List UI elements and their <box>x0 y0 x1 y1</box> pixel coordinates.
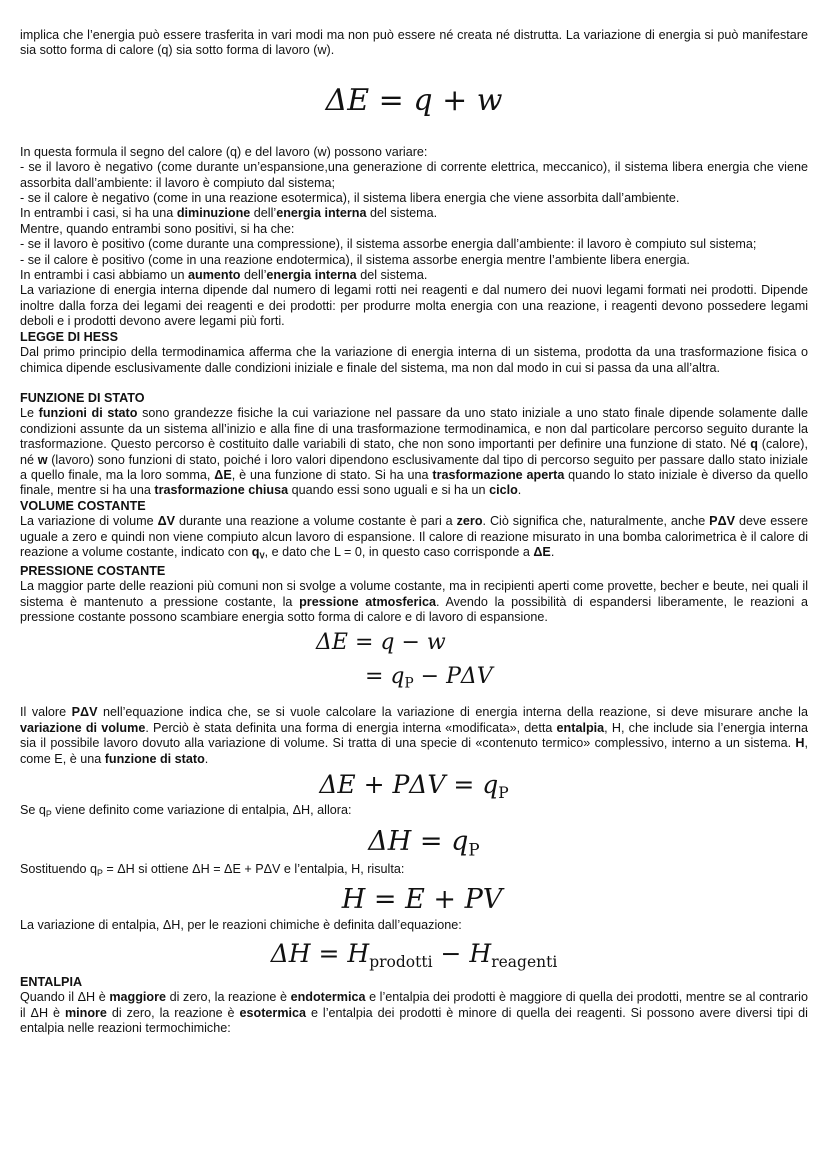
paragraph-substitution: Sostituendo $q_P = \Delta H$ si ottiene ΔH = ΔE + PΔV e l’entalpia, H, risulta: <box>20 862 405 879</box>
heading-constant-volume: VOLUME COSTANTE <box>20 498 146 513</box>
paragraph-heat-negative: - se il calore è negativo (come in una reazione esotermica), il sistema libera energia che viene assorbita dall’ambiente. <box>20 191 680 206</box>
paragraph-increase: In entrambi i casi abbiamo un aumento dell’energia interna del sistema. <box>20 268 428 283</box>
paragraph-intro: implica che l’energia può essere trasferita in vari modi ma non può essere né creata né distrutta. La variazione di energia si può manifestare sia sotto forma di calore (q) sia sotto forma di lavoro (w). <box>20 28 808 58</box>
heading-state-function: FUNZIONE DI STATO <box>20 390 145 405</box>
equation-first-law: ΔE = q + w <box>325 82 503 118</box>
paragraph-state-function: Le funzioni di stato sono grandezze fisiche la cui variazione nel passare da uno stato iniziale a uno stato finale dipende solamente dalle condizioni assunte da un sistema all’inizio e alla fine di una trasformazione termodinamica, e non dal particolare percorso seguito durante la trasformazione. Questo percorso è costituito dalle variabili di stato, che non sono importanti per definire una funzione di stato. Né q (calore), né w (lavoro) sono funzioni di stato, poiché i loro valori dipendono esclusivamente dal tipo di percorso seguito per passare dallo stato iniziale a quello finale, ma la loro somma, ΔE, è una funzione di stato. Si ha una trasformazione aperta quando lo stato iniziale è diverso da quello finale, mentre si ha una trasformazione chiusa quando essi sono uguali e si ha un ciclo. <box>20 406 809 498</box>
equation-dh-qp: $\Delta H = q_P$ <box>368 826 480 860</box>
equation-constant-pressure <box>20 629 808 693</box>
paragraph-decrease: In entrambi i casi, si ha una diminuzione dell’energia interna del sistema. <box>20 206 438 221</box>
paragraph-enthalpy-definition: Il valore PΔV nell’equazione indica che, se si vuole calcolare la variazione di energia interna della reazione, si deve misurare anche la variazione di volume. Perciò è stata definita una forma di energia interna «modificata», detta entalpia, H, che include sia l’energia interna sia il possibile lavoro dovuto alla variazione di volume. Si tratta di una specie di «contenuto termico» complessivo, interno a un sistema. H, come E, è una funzione di stato. <box>20 705 808 766</box>
paragraph-bonds: La variazione di energia interna dipende dal numero di legami rotti nei reagenti e dal numero dei nuovi legami formati nei prodotti. Dipende inoltre dalla forza dei legami dei reagenti e dei prodotti: per produrre molta energia con una reazione, i reagenti devono possedere legami deboli e i prodotti devono avere legami più forti. <box>20 283 808 329</box>
section-signs <box>20 145 808 330</box>
document-page <box>20 28 808 1037</box>
paragraph-constant-volume: La variazione di volume ΔV durante una reazione a volume costante è pari a zero. Ciò significa che, naturalmente, anche PΔV deve essere uguale a zero e quindi non viene compiuto alcun lavoro di espansione. Il calore di reazione misurato in una bomba calorimetrica è il calore di reazione a volume costante, indicato con $q_V$, e dato che L = 0, in questo caso corrisponde a ΔE. <box>20 514 809 561</box>
paragraph-hess: Dal primo principio della termodinamica afferma che la variazione di energia interna di un sistema, prodotta da una trasformazione fisica o chimica dipende esclusivamente dalle condizioni iniziale e finale del sistema, ma non dal modo in cui si passa da una all’altra. <box>20 345 808 375</box>
paragraph-signs-intro: In questa formula il segno del calore (q) e del lavoro (w) possono variare: <box>20 144 428 159</box>
paragraph-positive-intro: Mentre, quando entrambi sono positivi, si ha che: <box>20 221 295 236</box>
equation-dh-products-reactants: $\Delta H = H_{prodotti} - H_{reagenti}$ <box>270 938 558 971</box>
paragraph-enthalpy-variation: La variazione di entalpia, ΔH, per le reazioni chimiche è definita dall’equazione: <box>20 917 462 932</box>
heading-constant-pressure: PRESSIONE COSTANTE <box>20 563 166 578</box>
equation-qp: $\Delta E + P\Delta V = q_P$ <box>319 770 509 803</box>
paragraph-enthalpy: Quando il ΔH è maggiore di zero, la reazione è endotermica e l’entalpia dei prodotti è maggiore di quella dei prodotti, mentre se al contrario il ΔH è minore di zero, la reazione è esotermica e l’entalpia dei prodotti è minore di quella dei reagenti. Si possono avere diversi tipi di entalpia nelle reazioni termochimiche: <box>20 990 808 1036</box>
heading-hess: LEGGE DI HESS <box>20 329 118 344</box>
equation-line-1: ΔE = q − w <box>316 630 446 656</box>
heading-enthalpy: ENTALPIA <box>20 974 83 989</box>
equation-h-e-pv: H = E + PV <box>341 883 503 915</box>
paragraph-qp-definition: Se $q_P$ viene definito come variazione di entalpia, ΔH, allora: <box>20 803 352 819</box>
paragraph-constant-pressure: La maggior parte delle reazioni più comuni non si svolge a volume costante, ma in recipienti aperti come provette, becher e beute, nei quali il sistema è mantenuto a pressione costante, la pressione atmosferica. Avendo la possibilità di espandersi liberamente, le reazioni a pressione costante possono scambiare energia sotto forma di calore e di lavoro di espansione. <box>20 579 809 625</box>
paragraph-heat-positive: - se il calore è positivo (come in una reazione endotermica), il sistema assorbe energia mentre l’ambiente libera energia. <box>20 252 690 267</box>
paragraph-work-positive: - se il lavoro è positivo (come durante una compressione), il sistema assorbe energia dall’ambiente: il lavoro è compiuto sul sistema; <box>20 237 757 252</box>
paragraph-work-negative: - se il lavoro è negativo (come durante un’espansione,una generazione di corrente elettrica, meccanico), il sistema libera energia che viene assorbita dall’ambiente: il lavoro è compiuto dal sistema; <box>20 160 808 190</box>
equation-line-2: = $q_P - P\Delta V$ <box>365 664 493 692</box>
